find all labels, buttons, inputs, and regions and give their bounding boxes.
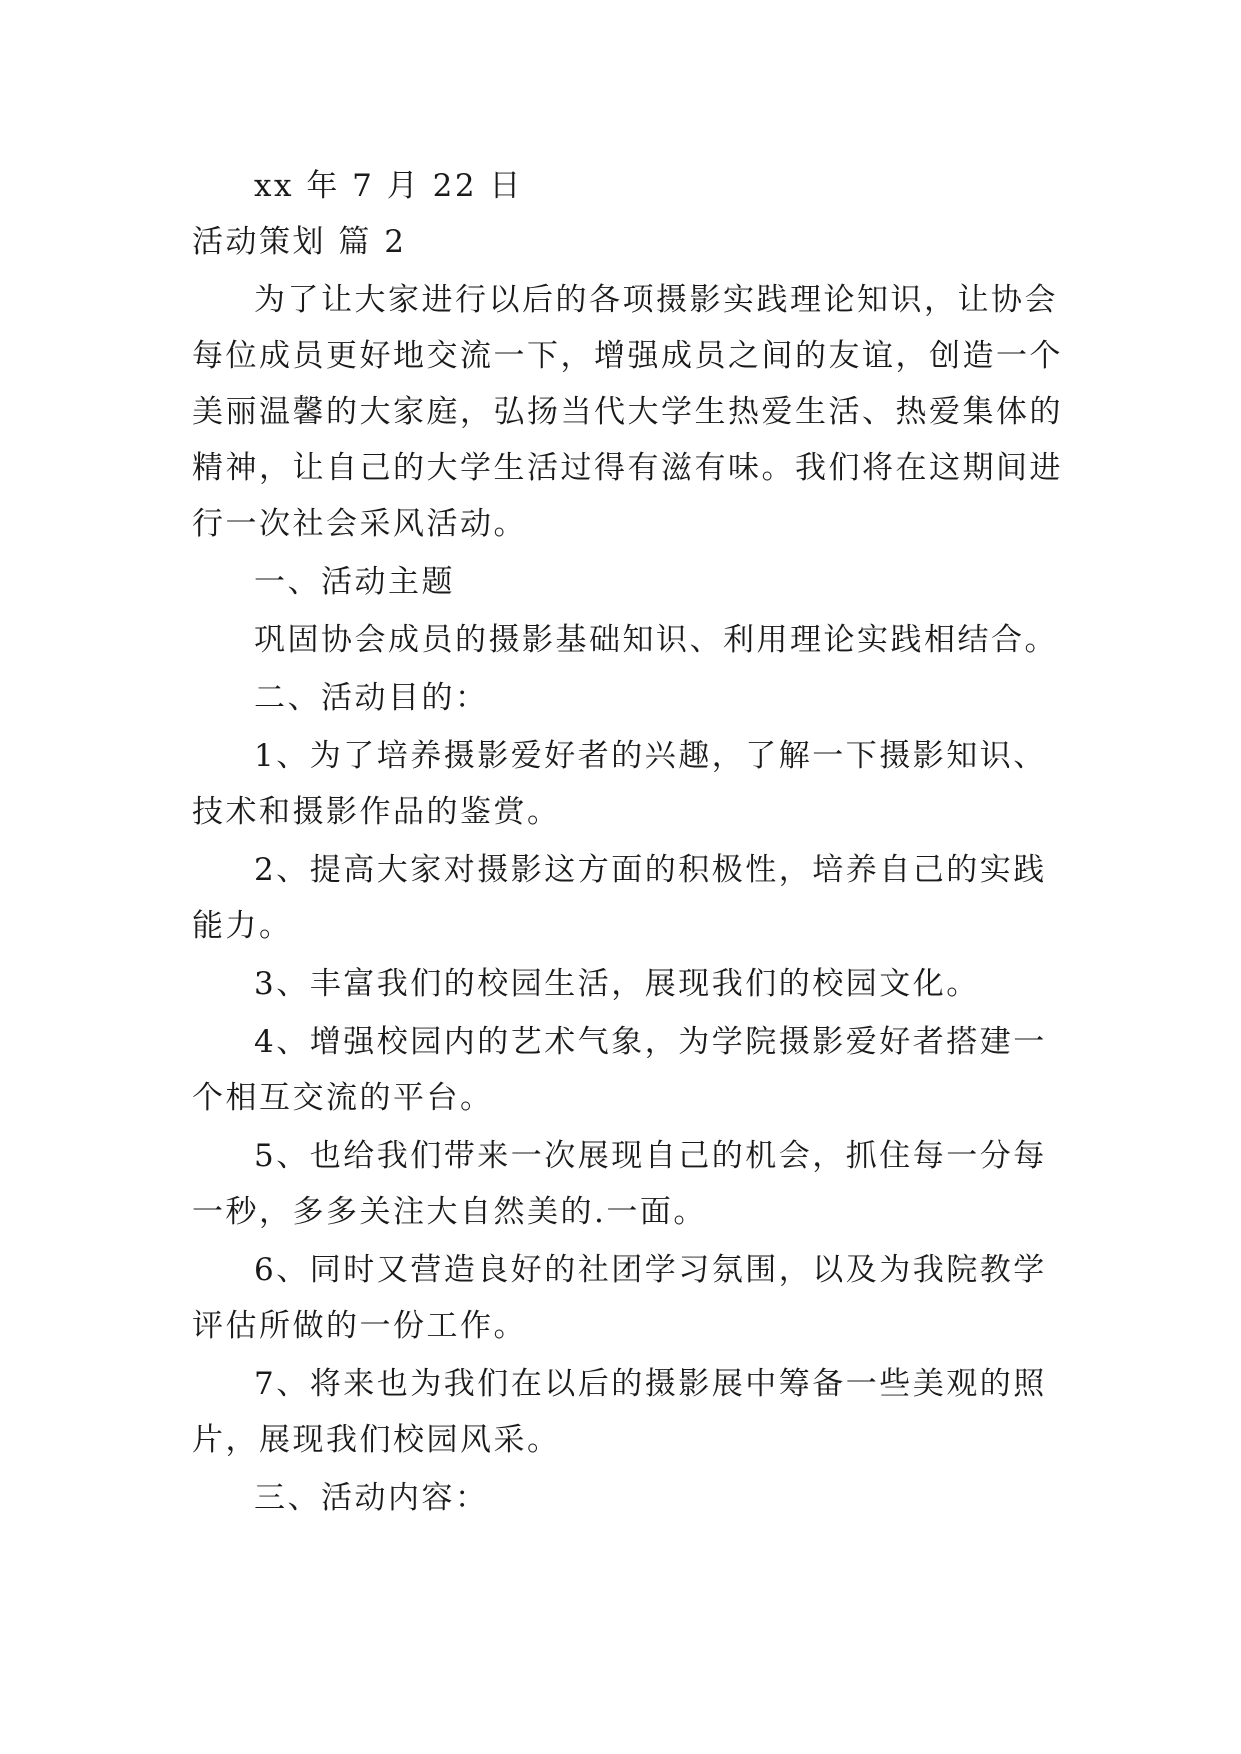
purpose-item-continued: 能力。 [192, 908, 293, 944]
purpose-item: 4、增强校园内的艺术气象，为学院摄影爱好者搭建一 [254, 1024, 1047, 1060]
intro-line: 精神，让自己的大学生活过得有滋有味。我们将在这期间进 [192, 450, 1063, 486]
content-heading: 三、活动内容： [254, 1480, 489, 1516]
document-date: xx 年 7 月 22 日 [254, 168, 523, 204]
purpose-item-continued: 评估所做的一份工作。 [192, 1308, 527, 1344]
purpose-item: 1、为了培养摄影爱好者的兴趣，了解一下摄影知识、 [254, 738, 1047, 774]
purpose-item: 2、提高大家对摄影这方面的积极性，培养自己的实践 [254, 852, 1047, 888]
purpose-item: 5、也给我们带来一次展现自己的机会，抓住每一分每 [254, 1138, 1047, 1174]
intro-line: 每位成员更好地交流一下，增强成员之间的友谊，创造一个 [192, 338, 1063, 374]
theme-text: 巩固协会成员的摄影基础知识、利用理论实践相结合。 [254, 622, 1058, 658]
intro-line: 美丽温馨的大家庭，弘扬当代大学生热爱生活、热爱集体的 [192, 394, 1063, 430]
purpose-item: 6、同时又营造良好的社团学习氛围，以及为我院教学 [254, 1252, 1047, 1288]
purpose-item: 3、丰富我们的校园生活，展现我们的校园文化。 [254, 966, 980, 1002]
purpose-item-continued: 个相互交流的平台。 [192, 1080, 494, 1116]
intro-line: 行一次社会采风活动。 [192, 506, 527, 542]
purpose-heading: 二、活动目的： [254, 680, 489, 716]
purpose-item-continued: 片，展现我们校园风采。 [192, 1422, 561, 1458]
purpose-item: 7、将来也为我们在以后的摄影展中筹备一些美观的照 [254, 1366, 1047, 1402]
section-title: 活动策划 篇 2 [192, 224, 407, 260]
purpose-item-continued: 一秒，多多关注大自然美的.一面。 [192, 1194, 707, 1230]
intro-line: 为了让大家进行以后的各项摄影实践理论知识，让协会 [254, 282, 1058, 318]
theme-heading: 一、活动主题 [254, 564, 455, 600]
purpose-item-continued: 技术和摄影作品的鉴赏。 [192, 794, 561, 830]
